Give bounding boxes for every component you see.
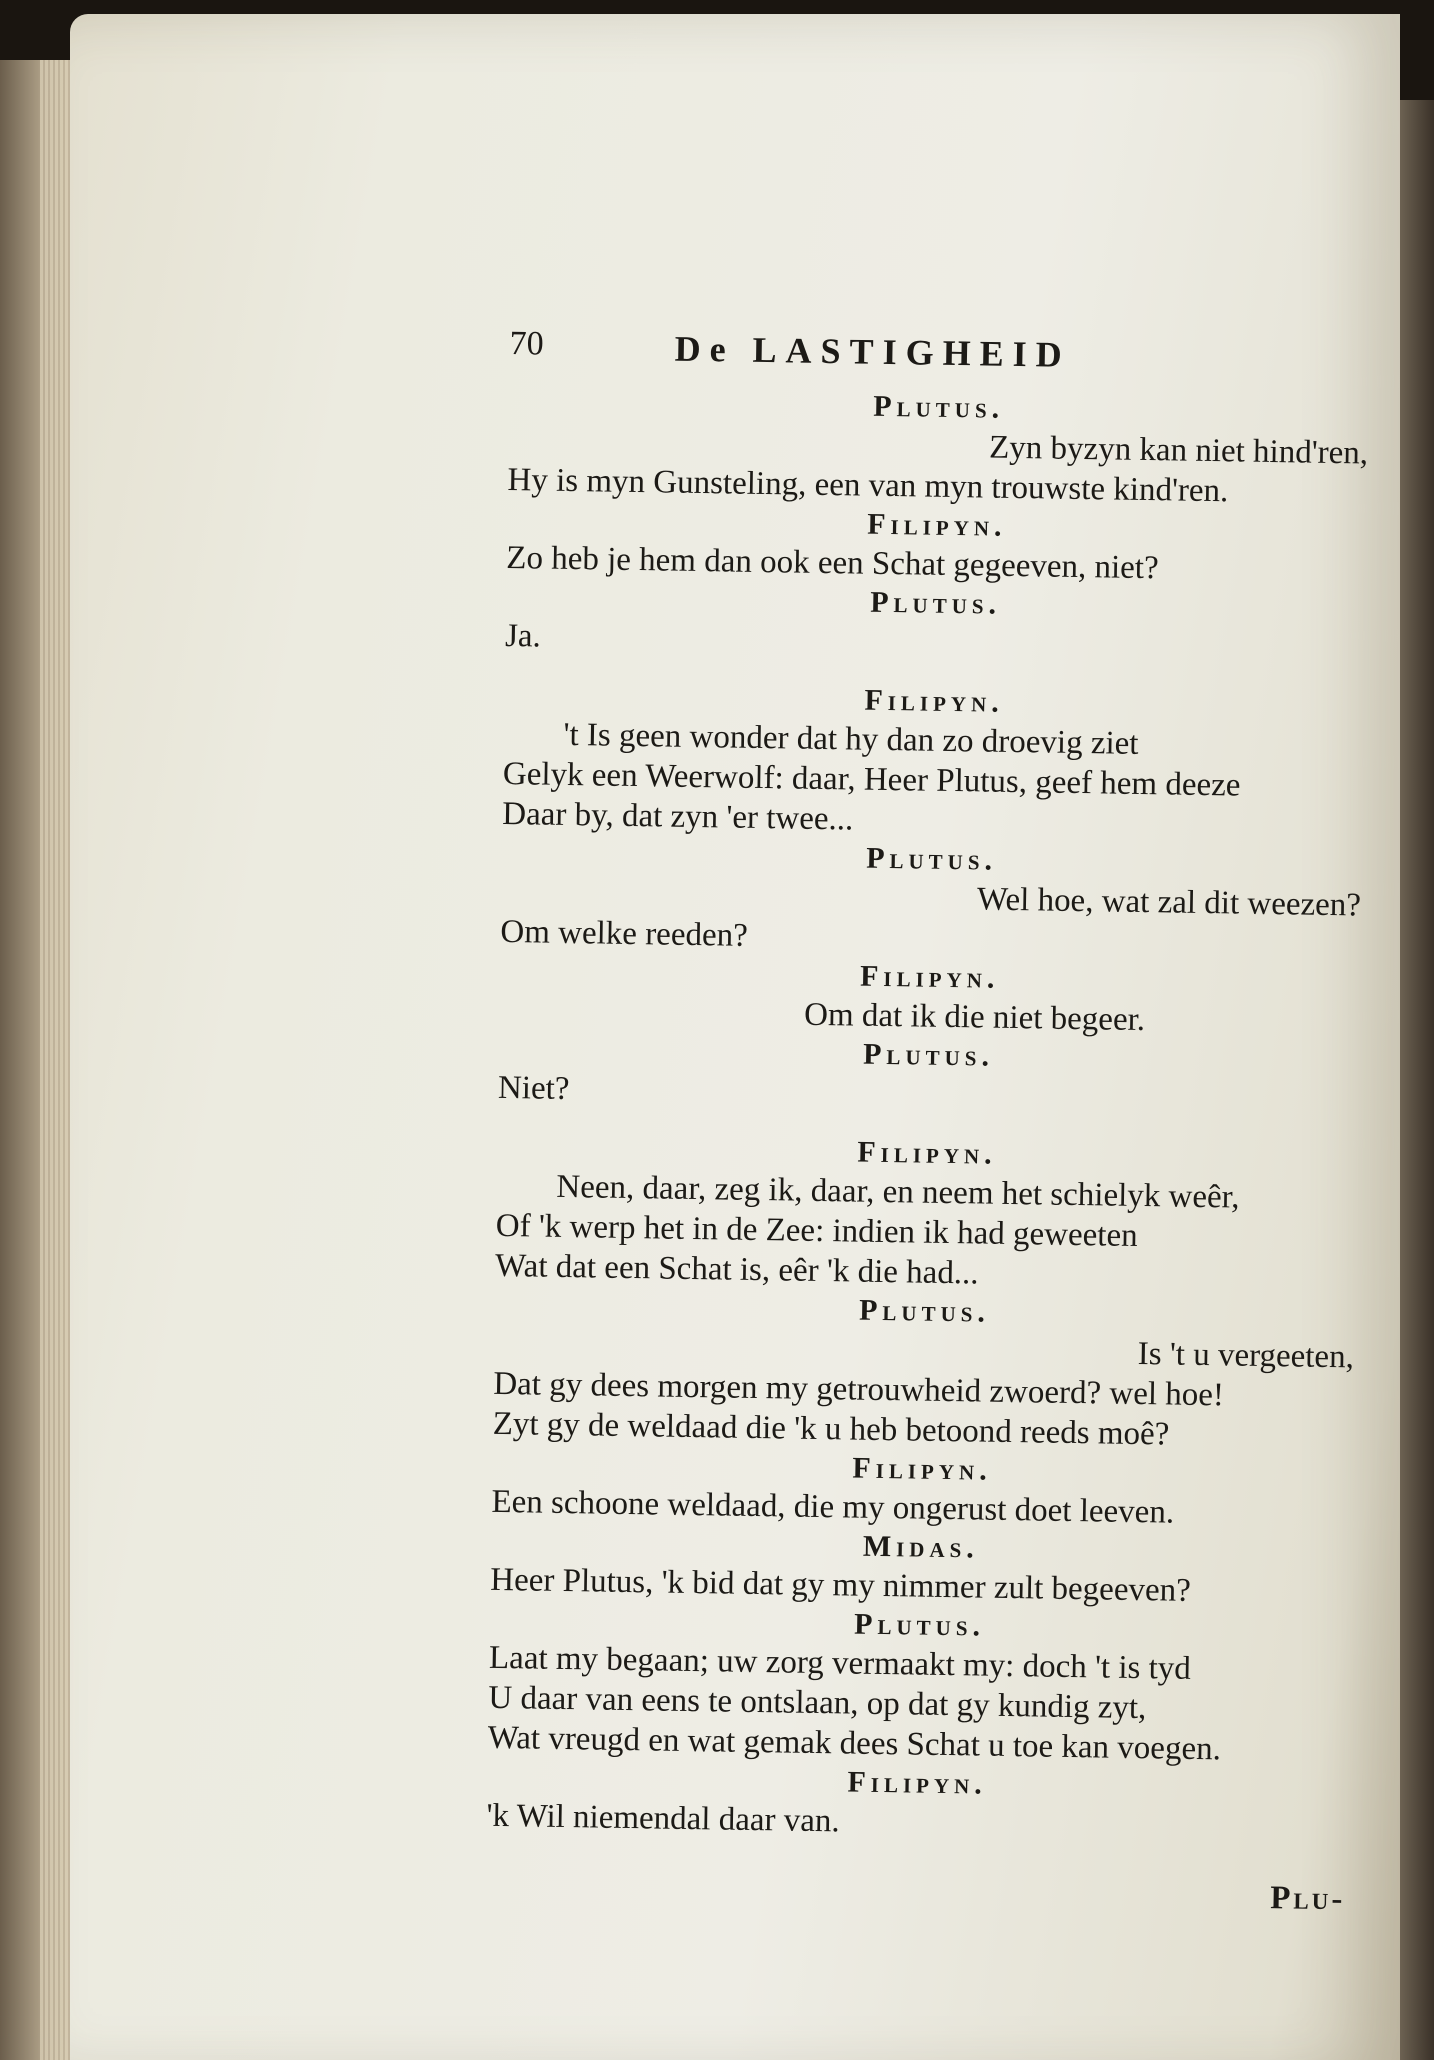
verse-line: Niet?: [497, 1069, 570, 1108]
verse-line: Wat dat een Schat is, eêr 'k die had...: [494, 1247, 979, 1292]
speaker-name: Filipyn.: [852, 1451, 992, 1487]
speaker-name: Midas.: [862, 1529, 980, 1565]
verse-line: Zyn byzyn kan niet hind'ren,: [988, 429, 1369, 472]
verse-line: Zo heb je hem dan ook een Schat gegeeven, niet?: [506, 539, 1159, 587]
verse-line: Hy is myn Gunsteling, een van myn trouwste kind'ren.: [507, 461, 1229, 510]
verse-line: Om dat ik die niet begeer.: [803, 996, 1146, 1039]
verse-line: Is 't u vergeeten,: [1137, 1335, 1355, 1376]
speaker-name: Filipyn.: [866, 507, 1007, 543]
speaker-name: Filipyn.: [859, 959, 1000, 995]
verse-line: Neen, daar, zeg ik, daar, en neem het schielyk weêr,: [556, 1168, 1240, 1216]
speaker-name: Filipyn.: [847, 1765, 988, 1801]
verse-line: Dat gy dees morgen my getrouwheid zwoerd? wel hoe!: [493, 1365, 1225, 1414]
verse-line: Zyt gy de weldaad die 'k u heb betoond reeds moê?: [492, 1405, 1170, 1453]
verse-line: U daar van eens te ontslaan, op dat gy kundig zyt,: [488, 1679, 1147, 1727]
dialogue: [486, 382, 1369, 1849]
running-head: De LASTIGHEID: [674, 328, 1071, 375]
speaker-name: Filipyn.: [857, 1135, 997, 1171]
verse-line: Gelyk een Weerwolf: daar, Heer Plutus, geef hem deeze: [502, 755, 1241, 804]
verse-line: Om welke reeden?: [500, 913, 749, 954]
verse-line: Een schoone weldaad, die my ongerust doet leeven.: [491, 1483, 1175, 1531]
speaker-name: Plutus.: [873, 389, 1005, 425]
speaker-name: Plutus.: [858, 1293, 991, 1329]
book-page: [70, 14, 1400, 2060]
verse-line: Wel hoe, wat zal dit weezen?: [976, 881, 1362, 924]
page-text: [485, 324, 1370, 1919]
verse-line: Wat vreugd en wat gemak dees Schat u toe kan voegen.: [487, 1719, 1222, 1768]
speaker-name: Plutus.: [853, 1607, 986, 1643]
catchword: Plu-: [1269, 1880, 1346, 1918]
speaker-name: Plutus.: [869, 585, 1002, 621]
speaker-name: Plutus.: [865, 841, 998, 877]
verse-line: 'k Wil niemendal daar van.: [486, 1797, 840, 1840]
speaker-name: Plutus.: [862, 1037, 995, 1073]
verse-line: Of 'k werp het in de Zee: indien ik had geweeten: [495, 1207, 1138, 1254]
speaker-name: Filipyn.: [864, 683, 1005, 719]
verse-line: Laat my begaan; uw zorg vermaakt my: doch 't is tyd: [488, 1639, 1192, 1687]
page-number: 70: [509, 324, 544, 363]
verse-line: Heer Plutus, 'k bid dat gy my nimmer zult begeeven?: [489, 1561, 1192, 1609]
verse-line: Daar by, dat zyn 'er twee...: [502, 795, 854, 838]
verse-line: Ja.: [504, 617, 542, 655]
verse-line: 't Is geen wonder dat hy dan zo droevig ziet: [563, 716, 1139, 762]
